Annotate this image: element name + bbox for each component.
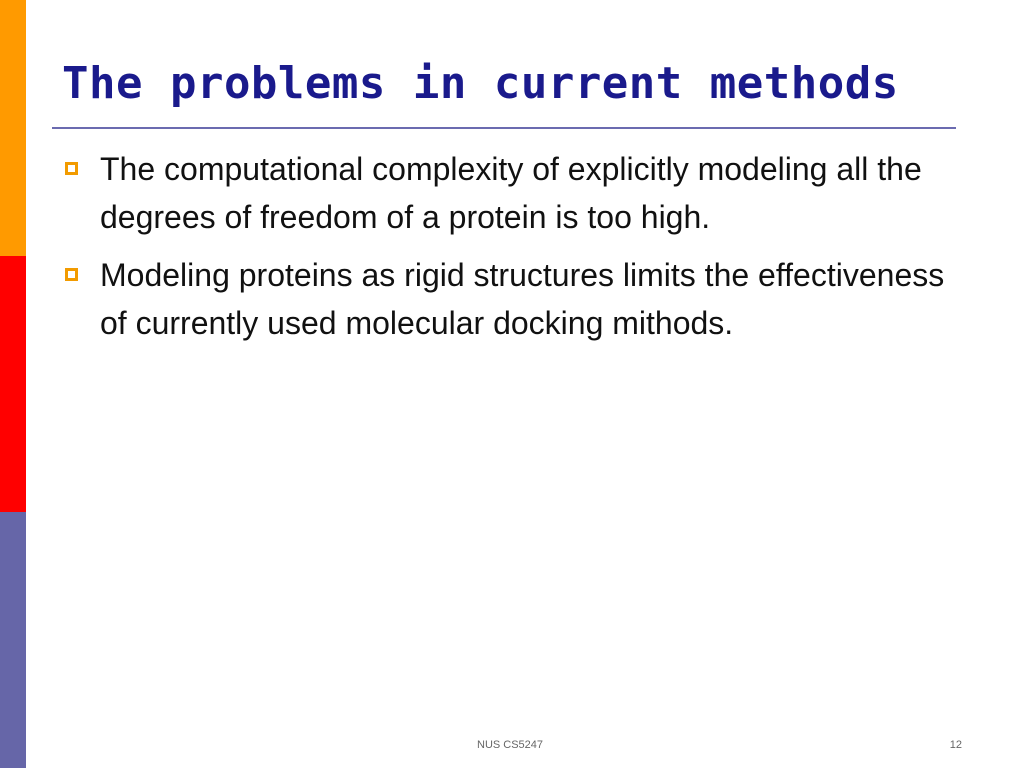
bullet-list: [62, 145, 962, 357]
square-bullet-icon: [65, 162, 78, 175]
footer-page-number: 12: [949, 739, 962, 751]
bullet-text: Modeling proteins as rigid structures limits the effectiveness of currently used molecular docking mithods.: [100, 257, 945, 341]
slide-title: The problems in current methods: [62, 58, 899, 109]
side-bar-blue-segment: [0, 512, 26, 768]
title-underline: [52, 127, 956, 129]
side-bar-orange-segment: [0, 0, 26, 256]
bullet-item: [62, 145, 962, 241]
footer-course-label: NUS CS5247: [477, 739, 544, 751]
side-accent-bar: [0, 0, 26, 768]
bullet-item: [62, 251, 962, 347]
square-bullet-icon: [65, 268, 78, 281]
side-bar-red-segment: [0, 256, 26, 512]
bullet-text: The computational complexity of explicitly modeling all the degrees of freedom of a protein is too high.: [100, 151, 922, 235]
